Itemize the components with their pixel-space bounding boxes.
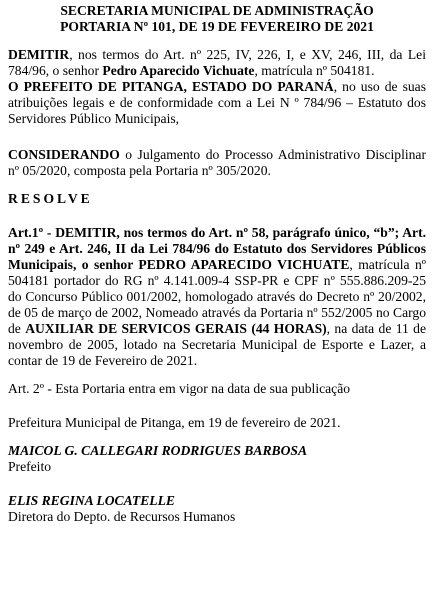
article-2: Art. 2º - Esta Portaria entra em vigor na data de sua publicação — [8, 381, 351, 396]
signature-name-1: MAICOL G. CALLEGARI RODRIGUES BARBOSA — [8, 443, 308, 458]
header-secretariat: SECRETARIA MUNICIPAL DE ADMINISTRAÇÃO — [60, 3, 374, 18]
signature-block-2 — [8, 493, 426, 525]
signature-role-1: Prefeito — [8, 459, 52, 474]
considering-lead: CONSIDERANDO — [8, 147, 120, 162]
summary-lead: DEMITIR — [8, 47, 70, 62]
signature-role-2: Diretora do Depto. de Recursos Humanos — [8, 509, 236, 524]
article-1-bold-2: AUXILIAR DE SERVICOS GERAIS (44 HORAS) — [25, 321, 327, 336]
article-1-bold-1: Art.1º - DEMITIR, nos termos do Art. nº 58, parágrafo único, “b”; Art. nº 249 e Art. 246, II da Lei 784/96 do Estatuto dos Servidores Públicos Municipais, o senhor PEDRO APARECIDO VICHUATE — [8, 225, 426, 272]
considering-paragraph — [8, 147, 426, 179]
signature-block-1 — [8, 443, 426, 475]
document-header — [8, 3, 426, 35]
header-portaria-title: PORTARIA Nº 101, DE 19 DE FEVEREIRO DE 2021 — [60, 19, 374, 34]
preamble-text: , no uso de suas atribuições legais e de conformidade com a Lei N º 784/96 – Estatuto dos Servidores Público Municipais, — [8, 79, 426, 126]
preamble-paragraph — [8, 79, 426, 127]
article-1 — [8, 225, 426, 369]
preamble-lead: O PREFEITO DE PITANGA, ESTADO DO PARANÁ — [8, 79, 334, 94]
article-1-text-2: , na data de 11 de novembro de 2005, lotado na Secretaria Municipal de Esporte e Lazer, a contar de 19 de Fevereiro de 2021. — [8, 321, 426, 368]
signature-name-2: ELIS REGINA LOCATELLE — [8, 493, 175, 508]
summary-paragraph — [8, 47, 426, 79]
summary-text-1: , nos termos do Art. nº 225, IV, 226, I, e XV, 246, III, da Lei 784/96, o senhor — [8, 47, 426, 78]
place-date: Prefeitura Municipal de Pitanga, em 19 de fevereiro de 2021. — [8, 415, 341, 430]
article-1-text-1: , matrícula nº 504181 portador do RG nº 4.141.009-4 SSP-PR e CPF nº 555.886.209-25 do Concurso Público 001/2002, homologado através do Decreto nº 20/2002, de 05 de março de 2002, Nomeado através da Portaria nº 552/2005 no Cargo de — [8, 257, 426, 336]
resolve-heading: RESOLVE — [8, 191, 93, 206]
summary-name: Pedro Aparecido Vichuate — [102, 63, 255, 78]
considering-text: o Julgamento do Processo Administrativo Disciplinar nº 05/2020, composta pela Portaria nº 305/2020. — [8, 147, 426, 178]
summary-text-2: , matrícula nº 504181. — [254, 63, 375, 78]
